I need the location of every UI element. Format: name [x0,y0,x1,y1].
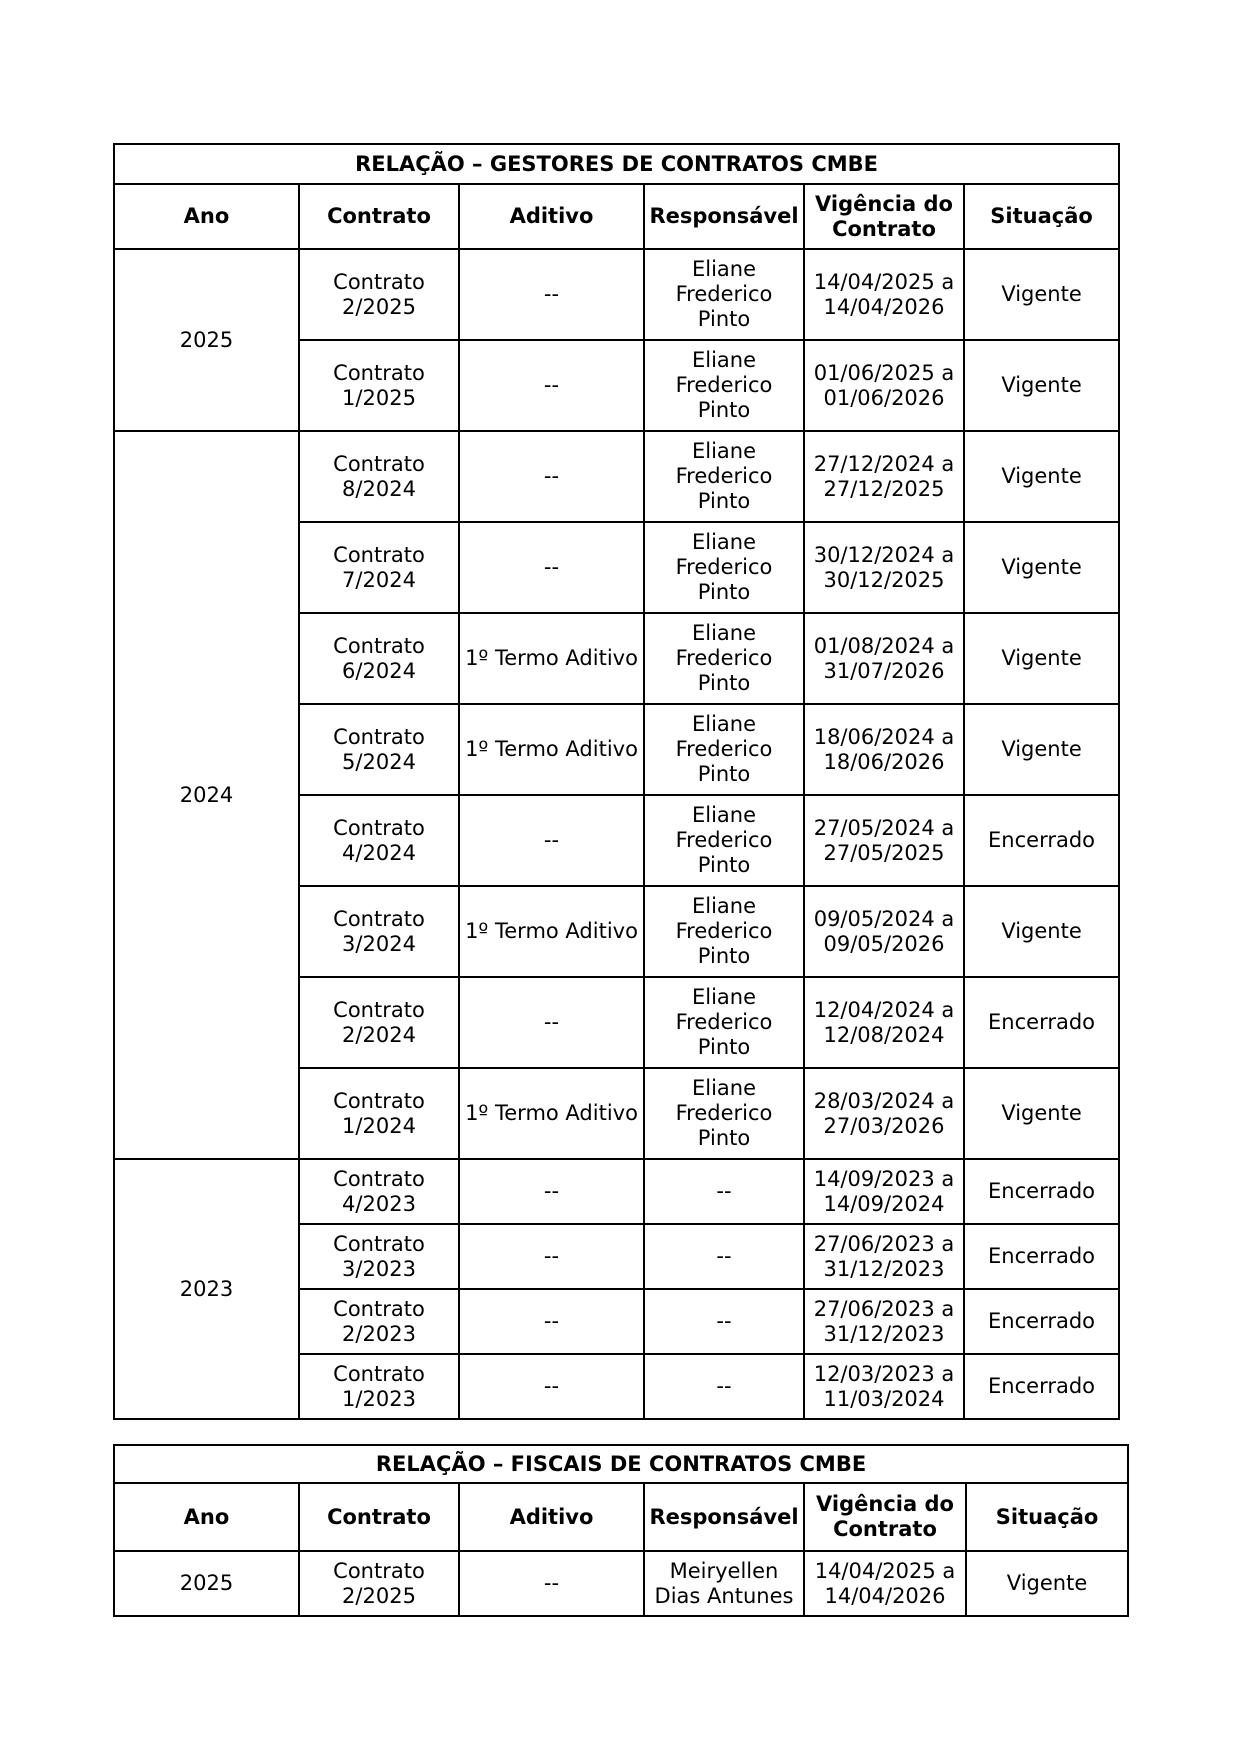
aditivo-cell: -- [459,1354,644,1419]
responsavel-cell: Meiryellen Dias Antunes [644,1551,804,1616]
contrato-cell: Contrato 3/2024 [299,886,459,977]
responsavel-cell: -- [644,1159,804,1224]
header-situacao: Situação [964,184,1119,249]
vigencia-cell: 28/03/2024 a 27/03/2026 [804,1068,964,1159]
responsavel-cell: Eliane Frederico Pinto [644,340,804,431]
table-row [114,431,1119,522]
header-situacao: Situação [966,1483,1128,1551]
aditivo-cell: -- [459,249,644,340]
aditivo-cell: -- [459,340,644,431]
year-cell: 2025 [114,1551,299,1616]
responsavel-cell: Eliane Frederico Pinto [644,886,804,977]
gestores-header-row [114,184,1119,249]
contrato-cell: Contrato 1/2023 [299,1354,459,1419]
responsavel-cell: -- [644,1354,804,1419]
responsavel-cell: Eliane Frederico Pinto [644,977,804,1068]
vigencia-cell: 12/04/2024 a 12/08/2024 [804,977,964,1068]
header-vigencia: Vigência do Contrato [804,184,964,249]
vigencia-cell: 14/09/2023 a 14/09/2024 [804,1159,964,1224]
situacao-cell: Vigente [964,1068,1119,1159]
header-aditivo: Aditivo [459,184,644,249]
contrato-cell: Contrato 8/2024 [299,431,459,522]
header-ano: Ano [114,184,299,249]
situacao-cell: Vigente [966,1551,1128,1616]
contrato-cell: Contrato 2/2023 [299,1289,459,1354]
situacao-cell: Vigente [964,704,1119,795]
vigencia-cell: 27/06/2023 a 31/12/2023 [804,1224,964,1289]
situacao-cell: Encerrado [964,1224,1119,1289]
year-cell: 2025 [114,249,299,431]
aditivo-cell: -- [459,977,644,1068]
aditivo-cell: -- [459,1551,644,1616]
table-row [114,1551,1128,1616]
aditivo-cell: 1º Termo Aditivo [459,886,644,977]
contrato-cell: Contrato 1/2025 [299,340,459,431]
contrato-cell: Contrato 5/2024 [299,704,459,795]
fiscais-header-row [114,1483,1128,1551]
vigencia-cell: 09/05/2024 a 09/05/2026 [804,886,964,977]
header-responsavel: Responsável [644,184,804,249]
vigencia-cell: 18/06/2024 a 18/06/2026 [804,704,964,795]
header-responsavel: Responsável [644,1483,804,1551]
aditivo-cell: -- [459,1224,644,1289]
situacao-cell: Vigente [964,431,1119,522]
responsavel-cell: Eliane Frederico Pinto [644,522,804,613]
situacao-cell: Vigente [964,249,1119,340]
situacao-cell: Vigente [964,613,1119,704]
header-vigencia: Vigência do Contrato [804,1483,966,1551]
vigencia-cell: 14/04/2025 a 14/04/2026 [804,1551,966,1616]
vigencia-cell: 30/12/2024 a 30/12/2025 [804,522,964,613]
table-row [114,249,1119,340]
responsavel-cell: Eliane Frederico Pinto [644,795,804,886]
gestores-table [113,143,1120,1420]
contrato-cell: Contrato 6/2024 [299,613,459,704]
fiscais-table [113,1444,1129,1617]
vigencia-cell: 12/03/2023 a 11/03/2024 [804,1354,964,1419]
vigencia-cell: 27/05/2024 a 27/05/2025 [804,795,964,886]
table-row [114,1159,1119,1224]
year-cell: 2023 [114,1159,299,1419]
aditivo-cell: -- [459,1289,644,1354]
header-aditivo: Aditivo [459,1483,644,1551]
aditivo-cell: -- [459,795,644,886]
responsavel-cell: Eliane Frederico Pinto [644,613,804,704]
vigencia-cell: 01/06/2025 a 01/06/2026 [804,340,964,431]
situacao-cell: Encerrado [964,795,1119,886]
contrato-cell: Contrato 2/2024 [299,977,459,1068]
contrato-cell: Contrato 2/2025 [299,249,459,340]
fiscais-title: RELAÇÃO – FISCAIS DE CONTRATOS CMBE [114,1445,1128,1483]
situacao-cell: Vigente [964,340,1119,431]
contrato-cell: Contrato 4/2023 [299,1159,459,1224]
vigencia-cell: 14/04/2025 a 14/04/2026 [804,249,964,340]
contrato-cell: Contrato 7/2024 [299,522,459,613]
situacao-cell: Encerrado [964,1159,1119,1224]
situacao-cell: Vigente [964,522,1119,613]
aditivo-cell: -- [459,522,644,613]
responsavel-cell: Eliane Frederico Pinto [644,431,804,522]
contrato-cell: Contrato 2/2025 [299,1551,459,1616]
responsavel-cell: Eliane Frederico Pinto [644,704,804,795]
gestores-title: RELAÇÃO – GESTORES DE CONTRATOS CMBE [114,144,1119,184]
contrato-cell: Contrato 1/2024 [299,1068,459,1159]
aditivo-cell: -- [459,1159,644,1224]
header-contrato: Contrato [299,184,459,249]
aditivo-cell: 1º Termo Aditivo [459,704,644,795]
vigencia-cell: 01/08/2024 a 31/07/2026 [804,613,964,704]
responsavel-cell: -- [644,1224,804,1289]
aditivo-cell: 1º Termo Aditivo [459,613,644,704]
situacao-cell: Vigente [964,886,1119,977]
year-cell: 2024 [114,431,299,1159]
header-ano: Ano [114,1483,299,1551]
responsavel-cell: -- [644,1289,804,1354]
situacao-cell: Encerrado [964,1354,1119,1419]
situacao-cell: Encerrado [964,977,1119,1068]
responsavel-cell: Eliane Frederico Pinto [644,1068,804,1159]
responsavel-cell: Eliane Frederico Pinto [644,249,804,340]
header-contrato: Contrato [299,1483,459,1551]
vigencia-cell: 27/12/2024 a 27/12/2025 [804,431,964,522]
aditivo-cell: 1º Termo Aditivo [459,1068,644,1159]
vigencia-cell: 27/06/2023 a 31/12/2023 [804,1289,964,1354]
aditivo-cell: -- [459,431,644,522]
situacao-cell: Encerrado [964,1289,1119,1354]
contrato-cell: Contrato 4/2024 [299,795,459,886]
contrato-cell: Contrato 3/2023 [299,1224,459,1289]
